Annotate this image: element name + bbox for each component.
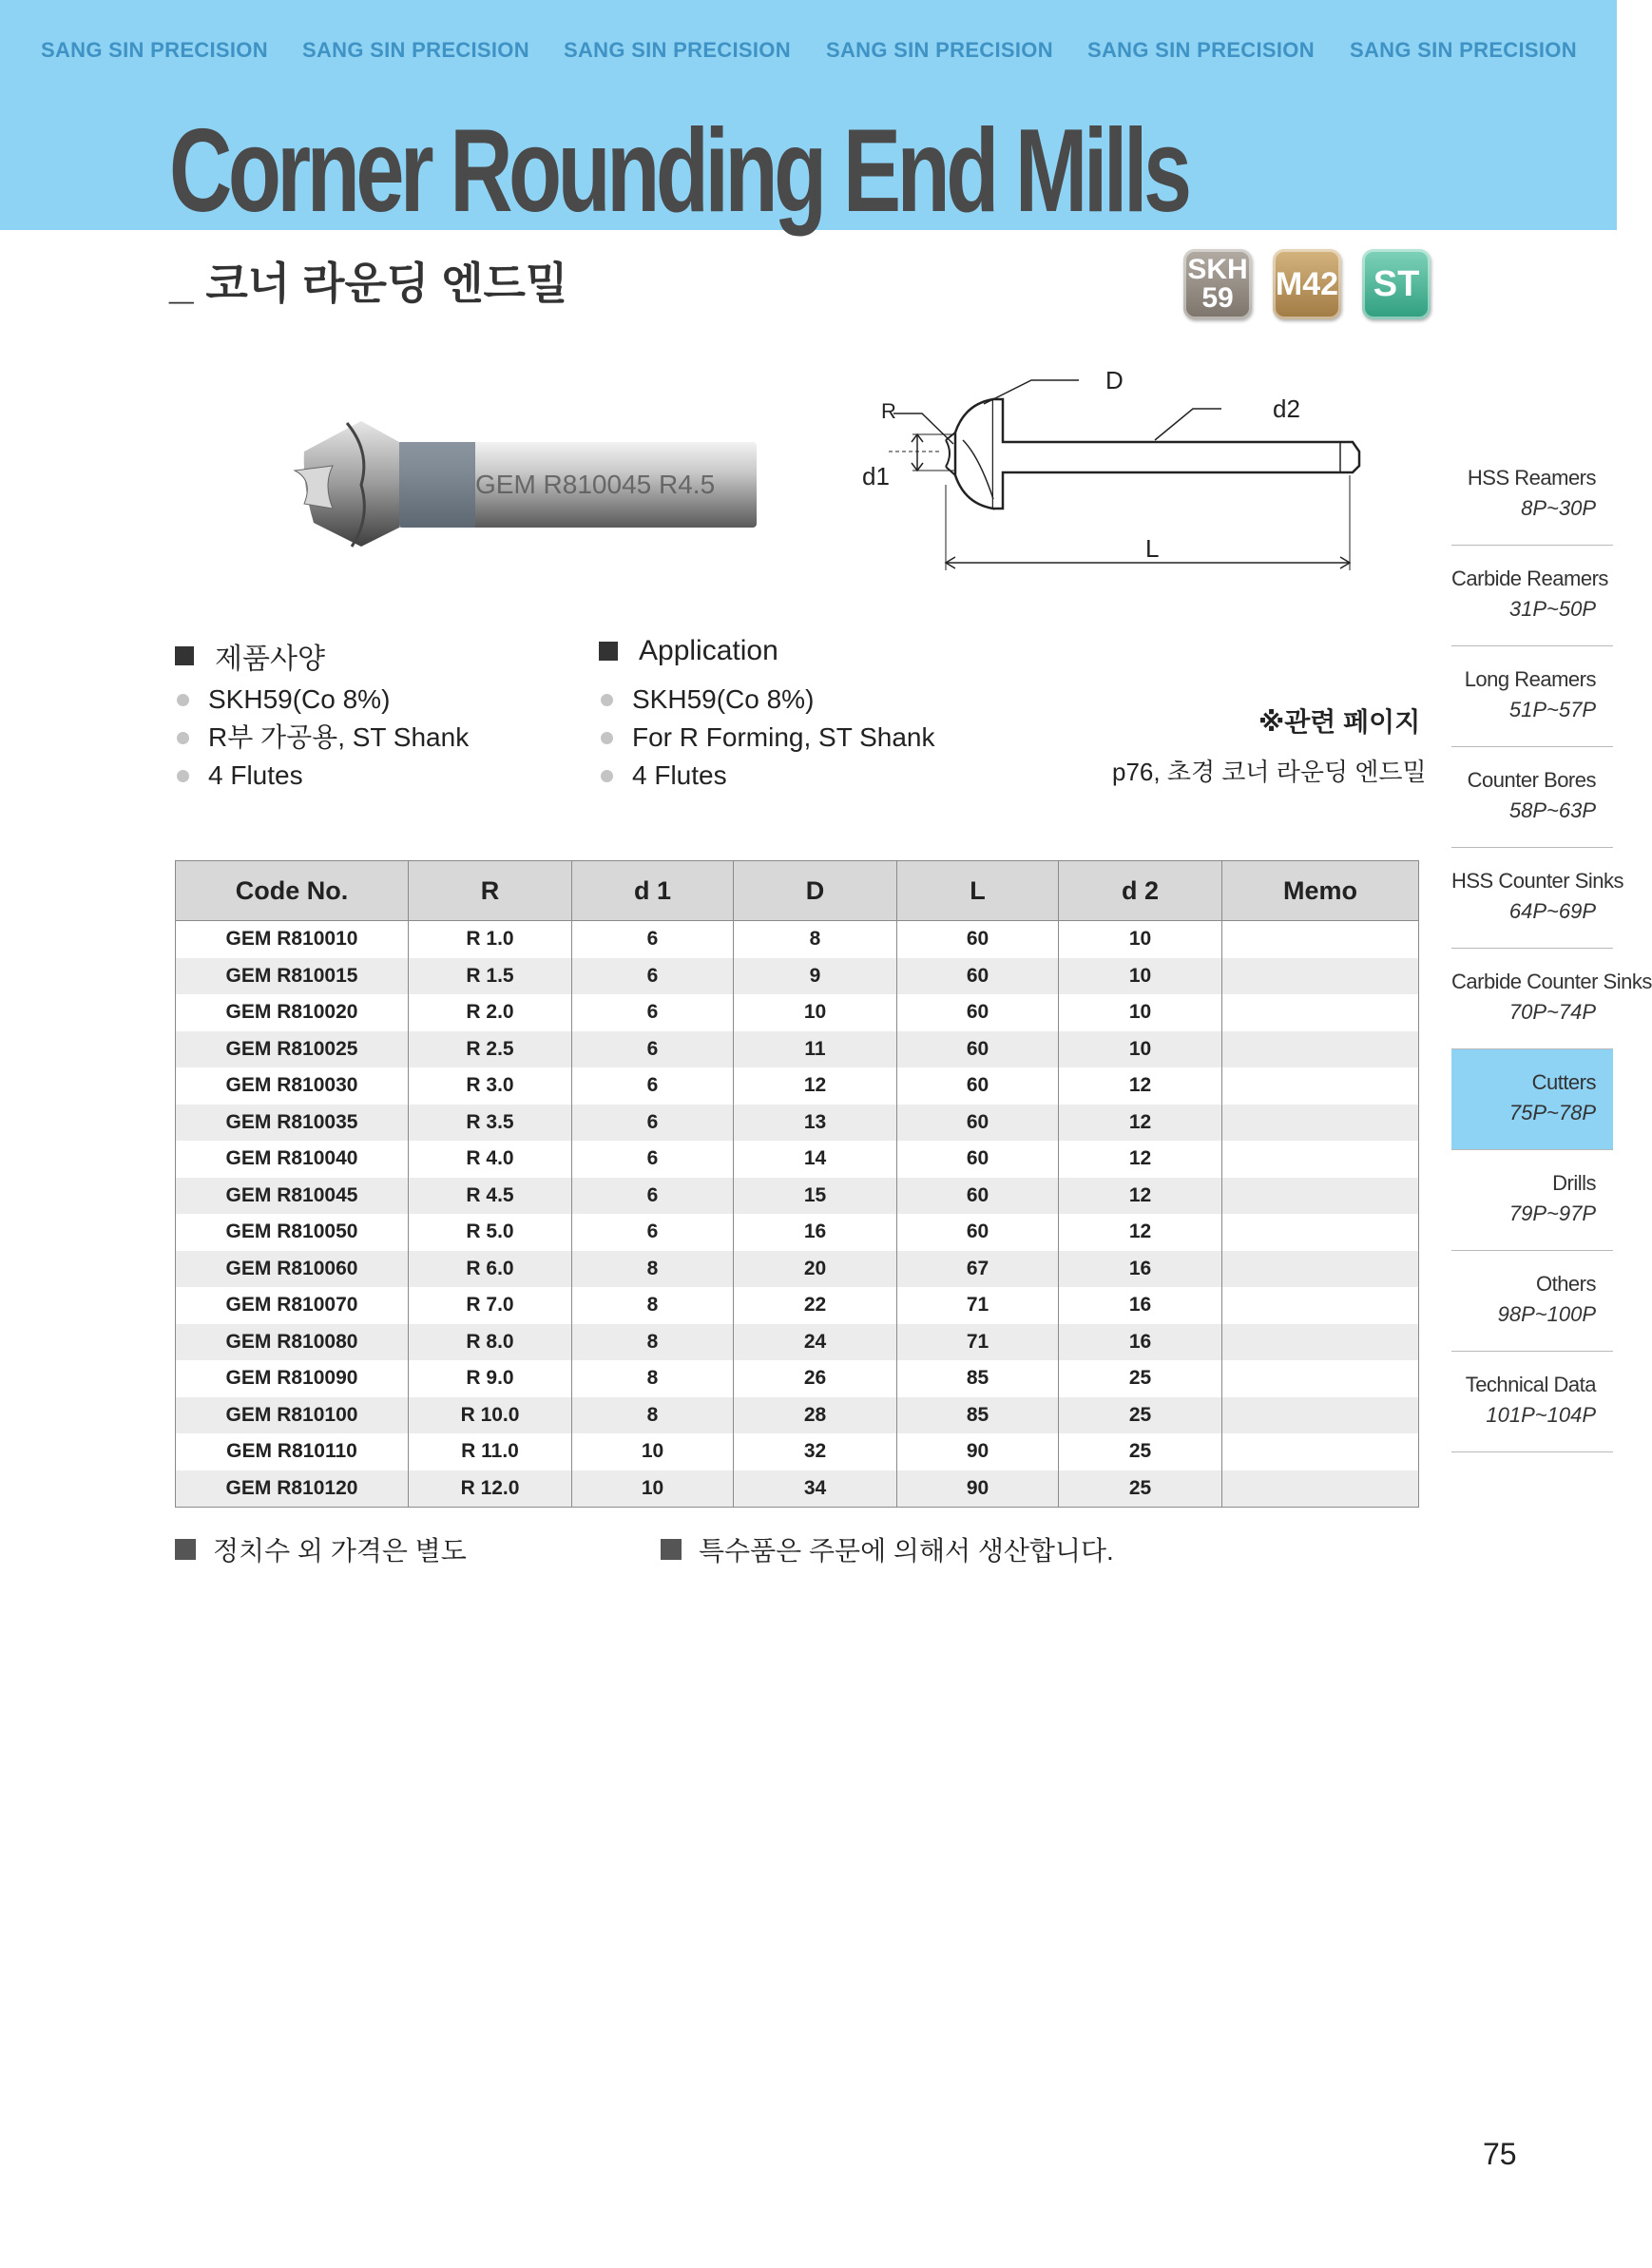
table-row [176, 1067, 1419, 1105]
side-nav-item-pages: 75P~78P [1508, 1101, 1596, 1124]
column-header: d 2 [1059, 861, 1222, 921]
table-cell: 10 [734, 994, 897, 1031]
product-photo [276, 413, 760, 556]
diagram-label-l: L [1145, 534, 1160, 563]
table-cell: 60 [897, 994, 1059, 1031]
page-number: 75 [1483, 2137, 1517, 2171]
table-cell [1222, 921, 1419, 958]
column-header: Memo [1222, 861, 1419, 921]
table-row [176, 1287, 1419, 1324]
table-cell: 12 [1059, 1105, 1222, 1142]
catalog-side-nav [1451, 445, 1652, 1452]
table-cell: R 8.0 [409, 1324, 572, 1361]
table-cell: 6 [572, 1141, 734, 1178]
table-cell: 71 [897, 1287, 1059, 1324]
table-cell [1222, 994, 1419, 1031]
table-cell: 60 [897, 1178, 1059, 1215]
table-cell: 6 [572, 1105, 734, 1142]
spec-heading-en [599, 635, 778, 667]
table-cell [1222, 1397, 1419, 1434]
table-cell: R 7.0 [409, 1287, 572, 1324]
table-cell: GEM R810060 [176, 1251, 409, 1288]
table-cell: GEM R810035 [176, 1105, 409, 1142]
table-cell: GEM R810050 [176, 1214, 409, 1251]
table-cell: 85 [897, 1397, 1059, 1434]
table-row [176, 921, 1419, 958]
table-cell: GEM R810010 [176, 921, 409, 958]
list-item [601, 719, 934, 757]
brand-row [0, 38, 1617, 67]
page-subtitle: _ 코너 라운딩 엔드밀 [169, 259, 568, 308]
table-cell: 60 [897, 1214, 1059, 1251]
table-row [176, 1105, 1419, 1142]
table-cell: 28 [734, 1397, 897, 1434]
table-cell: GEM R810120 [176, 1470, 409, 1508]
brand-text: SANG SIN PRECISION [302, 38, 529, 62]
table-cell: 60 [897, 1105, 1059, 1142]
related-page-link[interactable]: p76, 초경 코너 라운딩 엔드밀 [1112, 758, 1427, 786]
table-cell: 6 [572, 1067, 734, 1105]
table-row [176, 1251, 1419, 1288]
column-header: D [734, 861, 897, 921]
table-cell: 60 [897, 1141, 1059, 1178]
table-cell: 25 [1059, 1433, 1222, 1470]
diagram-label-d2: d2 [1273, 394, 1300, 423]
table-cell: GEM R810015 [176, 958, 409, 995]
table-cell: 8 [572, 1360, 734, 1397]
table-cell [1222, 1031, 1419, 1068]
side-nav-item-label: Technical Data [1465, 1373, 1596, 1396]
table-cell: 12 [1059, 1178, 1222, 1215]
table-cell: 9 [734, 958, 897, 995]
list-item [177, 719, 469, 757]
table-cell: R 12.0 [409, 1470, 572, 1508]
note-price-text: 정치수 외 가격은 별도 [213, 1536, 467, 1566]
table-cell: 60 [897, 1031, 1059, 1068]
table-cell: 15 [734, 1178, 897, 1215]
side-nav-item-pages: 70P~74P [1508, 1000, 1596, 1024]
table-cell: 67 [897, 1251, 1059, 1288]
table-cell: R 1.5 [409, 958, 572, 995]
table-cell: 8 [572, 1251, 734, 1288]
dimension-diagram [851, 366, 1364, 585]
table-cell: GEM R810090 [176, 1360, 409, 1397]
side-nav-item-pages: 58P~63P [1508, 798, 1596, 822]
table-cell: R 4.0 [409, 1141, 572, 1178]
spec-table-body [176, 921, 1419, 1508]
side-nav-item-pages: 31P~50P [1508, 597, 1596, 621]
badge-skh-top: SKH [1187, 254, 1248, 285]
table-row [176, 994, 1419, 1031]
table-cell: 12 [1059, 1214, 1222, 1251]
table-cell: 71 [897, 1324, 1059, 1361]
bullet-dot-icon [601, 732, 613, 744]
spec-list-ko [177, 681, 469, 795]
table-cell: 16 [1059, 1287, 1222, 1324]
diagram-shank [993, 399, 1359, 509]
table-cell: 12 [734, 1067, 897, 1105]
side-nav-item-label: Long Reamers [1464, 667, 1596, 691]
table-cell: 6 [572, 1214, 734, 1251]
table-cell: 12 [1059, 1141, 1222, 1178]
diagram-d2-leader [1155, 409, 1221, 440]
table-cell [1222, 1105, 1419, 1142]
table-cell: 6 [572, 1031, 734, 1068]
table-cell [1222, 1433, 1419, 1470]
table-cell: 26 [734, 1360, 897, 1397]
table-cell: R 5.0 [409, 1214, 572, 1251]
side-nav-item-label: Drills [1552, 1171, 1596, 1195]
table-row [176, 1360, 1419, 1397]
photo-flute [295, 466, 333, 509]
table-cell: GEM R810030 [176, 1067, 409, 1105]
table-cell: 8 [572, 1324, 734, 1361]
table-cell: GEM R810070 [176, 1287, 409, 1324]
table-cell: 10 [1059, 958, 1222, 995]
side-nav-item-pages: 98P~100P [1497, 1302, 1596, 1326]
table-row [176, 1397, 1419, 1434]
table-cell: R 2.5 [409, 1031, 572, 1068]
column-header: R [409, 861, 572, 921]
table-row [176, 1178, 1419, 1215]
brand-text: SANG SIN PRECISION [564, 38, 791, 62]
table-row [176, 1214, 1419, 1251]
table-cell: GEM R810020 [176, 994, 409, 1031]
table-row [176, 1470, 1419, 1508]
table-cell: 8 [572, 1397, 734, 1434]
spec-table [175, 860, 1419, 1508]
material-badge-st: ST [1362, 249, 1431, 319]
table-cell: R 1.0 [409, 921, 572, 958]
spec-item-text: 4 Flutes [632, 760, 727, 790]
table-cell: 25 [1059, 1360, 1222, 1397]
table-cell: 25 [1059, 1470, 1222, 1508]
diagram-radius [946, 440, 950, 467]
table-cell: GEM R810025 [176, 1031, 409, 1068]
table-cell: 16 [1059, 1324, 1222, 1361]
material-badge-m42: M42 [1273, 249, 1341, 319]
note-custom-order [661, 1530, 1114, 1568]
photo-neck [399, 442, 475, 528]
table-cell: GEM R810040 [176, 1141, 409, 1178]
column-header: L [897, 861, 1059, 921]
table-cell [1222, 958, 1419, 995]
bullet-dot-icon [177, 694, 189, 706]
bullet-dot-icon [601, 694, 613, 706]
spec-item-text: For R Forming, ST Shank [632, 722, 935, 752]
table-cell: 10 [572, 1470, 734, 1508]
table-cell: 20 [734, 1251, 897, 1288]
list-item [177, 681, 469, 719]
note-price [175, 1530, 467, 1568]
table-cell [1222, 1360, 1419, 1397]
side-nav-item[interactable] [1451, 646, 1613, 747]
table-row [176, 1031, 1419, 1068]
table-cell: 6 [572, 1178, 734, 1215]
column-header: d 1 [572, 861, 734, 921]
table-cell: 24 [734, 1324, 897, 1361]
side-nav-item[interactable] [1451, 747, 1613, 848]
table-cell: R 3.0 [409, 1067, 572, 1105]
bullet-dot-icon [177, 770, 189, 782]
page-title: Corner Rounding End Mills [169, 106, 1188, 237]
brand-text: SANG SIN PRECISION [826, 38, 1053, 62]
table-cell: 14 [734, 1141, 897, 1178]
table-cell [1222, 1251, 1419, 1288]
spec-item-text: SKH59(Co 8%) [632, 684, 815, 714]
list-item [177, 757, 469, 795]
diagram-label-d: D [1105, 366, 1124, 394]
side-nav-item[interactable] [1451, 949, 1652, 1049]
table-cell: R 6.0 [409, 1251, 572, 1288]
square-bullet-icon [599, 642, 618, 661]
related-page-title: ※관련 페이지 [1258, 707, 1421, 737]
side-nav-item-pages: 101P~104P [1486, 1403, 1596, 1427]
table-cell: 10 [1059, 1031, 1222, 1068]
badge-skh-bottom: 59 [1201, 282, 1234, 314]
side-nav-item[interactable] [1451, 848, 1624, 949]
brand-text: SANG SIN PRECISION [1087, 38, 1315, 62]
spec-heading-ko-text: 제품사양 [215, 644, 325, 675]
side-nav-item[interactable] [1451, 1049, 1613, 1150]
table-cell [1222, 1141, 1419, 1178]
material-badge-skh59 [1183, 249, 1252, 319]
table-cell: 11 [734, 1031, 897, 1068]
table-cell: 32 [734, 1433, 897, 1470]
table-row [176, 1141, 1419, 1178]
table-cell [1222, 1214, 1419, 1251]
diagram-r-leader [893, 413, 953, 444]
table-row [176, 1324, 1419, 1361]
side-nav-item-pages: 79P~97P [1508, 1201, 1596, 1225]
side-nav-item[interactable] [1451, 546, 1613, 646]
table-cell: GEM R810080 [176, 1324, 409, 1361]
table-cell: 90 [897, 1433, 1059, 1470]
side-nav-item[interactable] [1451, 445, 1613, 546]
side-nav-item[interactable] [1451, 1150, 1613, 1251]
side-nav-item-pages: 51P~57P [1508, 698, 1596, 721]
table-cell: 25 [1059, 1397, 1222, 1434]
table-cell: 6 [572, 994, 734, 1031]
table-cell: 6 [572, 958, 734, 995]
table-cell: 60 [897, 921, 1059, 958]
table-cell: 16 [1059, 1251, 1222, 1288]
list-item [601, 681, 934, 719]
table-cell [1222, 1324, 1419, 1361]
table-row [176, 958, 1419, 995]
table-header-row [176, 861, 1419, 921]
table-cell: 13 [734, 1105, 897, 1142]
list-item [601, 757, 934, 795]
side-nav-item-label: HSS Counter Sinks [1451, 869, 1624, 893]
photo-engraving: GEM R810045 R4.5 [475, 470, 716, 499]
table-cell: 8 [734, 921, 897, 958]
spec-heading-en-text: Application [639, 635, 778, 666]
table-cell: GEM R810045 [176, 1178, 409, 1215]
table-cell: 8 [572, 1287, 734, 1324]
side-nav-item-label: Carbide Counter Sinks [1451, 970, 1652, 993]
table-cell: 22 [734, 1287, 897, 1324]
table-cell: 6 [572, 921, 734, 958]
table-cell: 60 [897, 1067, 1059, 1105]
side-nav-item[interactable] [1451, 1251, 1613, 1352]
table-cell: 10 [1059, 994, 1222, 1031]
table-cell [1222, 1178, 1419, 1215]
note-custom-order-text: 특수품은 주문에 의해서 생산합니다. [699, 1536, 1114, 1566]
spec-heading-ko [175, 635, 325, 677]
side-nav-item-label: HSS Reamers [1467, 466, 1596, 490]
table-cell: 90 [897, 1470, 1059, 1508]
table-cell [1222, 1287, 1419, 1324]
table-cell: 16 [734, 1214, 897, 1251]
side-nav-item-label: Cutters [1531, 1070, 1596, 1094]
table-cell: 10 [1059, 921, 1222, 958]
side-nav-item-pages: 64P~69P [1508, 899, 1596, 923]
table-cell: R 9.0 [409, 1360, 572, 1397]
bullet-dot-icon [177, 732, 189, 744]
side-nav-item-label: Counter Bores [1467, 768, 1596, 792]
table-cell [1222, 1470, 1419, 1508]
diagram-label-d1: d1 [862, 462, 890, 490]
table-cell: 34 [734, 1470, 897, 1508]
spec-list-en [601, 681, 934, 795]
table-cell: R 3.5 [409, 1105, 572, 1142]
side-nav-item-pages: 8P~30P [1521, 496, 1596, 520]
side-nav-item[interactable] [1451, 1352, 1613, 1452]
side-nav-item-label: Others [1535, 1272, 1596, 1296]
table-row [176, 1433, 1419, 1470]
spec-item-text: R부 가공용, ST Shank [208, 722, 470, 752]
table-cell: 60 [897, 958, 1059, 995]
table-cell: R 11.0 [409, 1433, 572, 1470]
spec-item-text: 4 Flutes [208, 760, 303, 790]
table-cell: 10 [572, 1433, 734, 1470]
column-header: Code No. [176, 861, 409, 921]
table-cell: GEM R810100 [176, 1397, 409, 1434]
square-bullet-icon [661, 1539, 682, 1560]
table-cell: R 4.5 [409, 1178, 572, 1215]
table-cell: GEM R810110 [176, 1433, 409, 1470]
square-bullet-icon [175, 1539, 196, 1560]
side-nav-item-label: Carbide Reamers [1451, 567, 1608, 590]
spec-item-text: SKH59(Co 8%) [208, 684, 391, 714]
table-cell: 85 [897, 1360, 1059, 1397]
table-cell [1222, 1067, 1419, 1105]
brand-text: SANG SIN PRECISION [1350, 38, 1577, 62]
diagram-label-r: R [881, 399, 896, 423]
table-cell: R 10.0 [409, 1397, 572, 1434]
brand-text: SANG SIN PRECISION [41, 38, 268, 62]
table-cell: 12 [1059, 1067, 1222, 1105]
bullet-dot-icon [601, 770, 613, 782]
square-bullet-icon [175, 646, 194, 665]
table-cell: R 2.0 [409, 994, 572, 1031]
